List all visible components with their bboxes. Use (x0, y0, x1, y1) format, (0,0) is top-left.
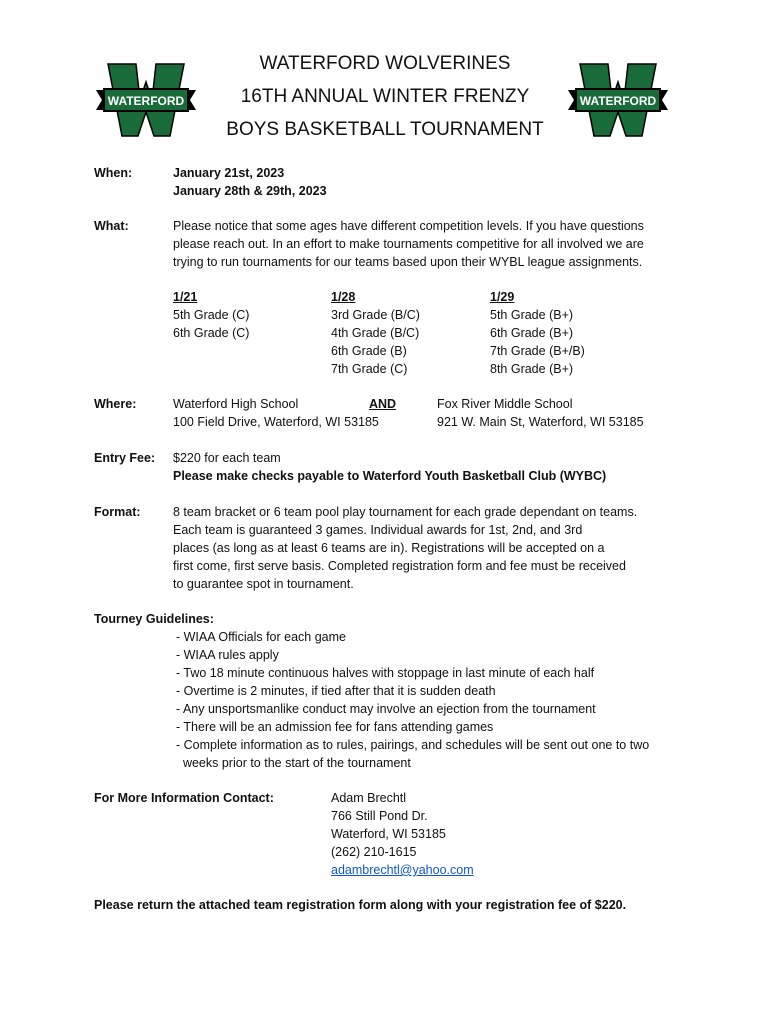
venue-2-name: Fox River Middle School (437, 397, 573, 411)
venue-1-name: Waterford High School (173, 397, 299, 411)
guideline-item: - Any unsportsmanlike conduct may involve an ejection from the tournament (176, 702, 596, 716)
what-label: What: (94, 219, 129, 233)
schedule-date-3: 1/29 (490, 290, 515, 304)
schedule-date-2: 1/28 (331, 290, 356, 304)
logo-text: WATERFORD (107, 94, 185, 108)
schedule-grade: 8th Grade (B+) (490, 362, 574, 376)
contact-label: For More Information Contact: (94, 791, 274, 805)
schedule-grade: 3rd Grade (B/C) (331, 308, 420, 322)
what-line-3: trying to run tournaments for our teams based upon their WYBL league assignments. (173, 255, 643, 269)
format-label: Format: (94, 505, 141, 519)
schedule-date-1: 1/21 (173, 290, 198, 304)
title-line-2: 16TH ANNUAL WINTER FRENZY (240, 86, 530, 107)
format-line-1: 8 team bracket or 6 team pool play tournament for each grade dependant on teams. (173, 505, 638, 519)
venue-1-address: 100 Field Drive, Waterford, WI 53185 (173, 415, 379, 429)
logo-text: WATERFORD (579, 94, 657, 108)
guideline-item: - Overtime is 2 minutes, if tied after that it is sudden death (176, 684, 496, 698)
schedule-grade: 6th Grade (C) (173, 326, 250, 340)
entry-fee-checks: Please make checks payable to Waterford Youth Basketball Club (WYBC) (173, 469, 607, 483)
guideline-item: - There will be an admission fee for fans attending games (176, 720, 494, 734)
schedule-grade: 7th Grade (B+/B) (490, 344, 585, 358)
guideline-item: - Two 18 minute continuous halves with stoppage in last minute of each half (176, 666, 595, 680)
title-line-1: WATERFORD WOLVERINES (259, 53, 511, 74)
contact-street: 766 Still Pond Dr. (331, 809, 428, 823)
contact-name: Adam Brechtl (331, 791, 407, 805)
schedule-grade: 6th Grade (B) (331, 344, 407, 358)
when-date-1: January 21st, 2023 (173, 166, 285, 180)
where-and: AND (369, 397, 397, 411)
format-line-2: Each team is guaranteed 3 games. Individual awards for 1st, 2nd, and 3rd (173, 523, 583, 537)
guideline-item: - WIAA rules apply (176, 648, 279, 662)
schedule-grade: 5th Grade (B+) (490, 308, 574, 322)
entry-fee-label: Entry Fee: (94, 451, 156, 465)
guideline-item: - Complete information as to rules, pairings, and schedules will be sent out one to two (176, 738, 650, 752)
what-line-2: please reach out. In an effort to make tournaments competitive for all involved we are (173, 237, 644, 251)
footer-note: Please return the attached team registration form along with your registration fee of $220. (94, 898, 627, 912)
what-line-1: Please notice that some ages have different competition levels. If you have questions (173, 219, 644, 233)
when-label: When: (94, 166, 133, 180)
entry-fee-amount: $220 for each team (173, 451, 281, 465)
format-line-5: to guarantee spot in tournament. (173, 577, 354, 591)
format-line-4: first come, first serve basis. Completed registration form and fee must be received (173, 559, 626, 573)
contact-phone: (262) 210-1615 (331, 845, 417, 859)
guideline-item: weeks prior to the start of the tournament (176, 756, 411, 770)
guideline-item: - WIAA Officials for each game (176, 630, 346, 644)
title-line-3: BOYS BASKETBALL TOURNAMENT (226, 119, 544, 140)
where-label: Where: (94, 397, 137, 411)
guidelines-heading: Tourney Guidelines: (94, 612, 214, 626)
schedule-grade: 7th Grade (C) (331, 362, 408, 376)
schedule-grade: 6th Grade (B+) (490, 326, 574, 340)
venue-2-address: 921 W. Main St, Waterford, WI 53185 (437, 415, 644, 429)
schedule-grade: 4th Grade (B/C) (331, 326, 420, 340)
when-date-2: January 28th & 29th, 2023 (173, 184, 327, 198)
waterford-logo-left (94, 60, 198, 140)
format-line-3: places (as long as at least 6 teams are in). Registrations will be accepted on a (173, 541, 605, 555)
contact-email-link[interactable]: adambrechtl@yahoo.com (331, 863, 474, 877)
contact-city: Waterford, WI 53185 (331, 827, 446, 841)
schedule-grade: 5th Grade (C) (173, 308, 250, 322)
